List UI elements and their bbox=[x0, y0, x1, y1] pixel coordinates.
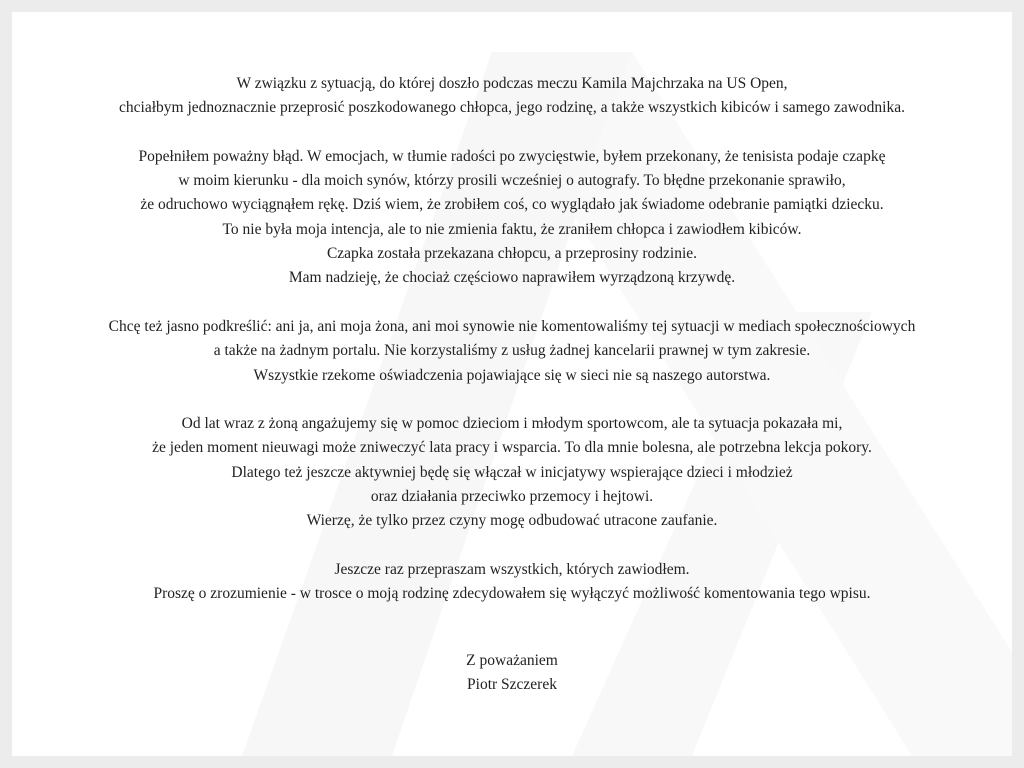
statement-page bbox=[12, 12, 1012, 756]
text-line: Wszystkie rzekome oświadczenia pojawiające się w sieci nie są naszego autorstwa. bbox=[253, 366, 771, 384]
text-line: Chcę też jasno podkreślić: ani ja, ani moja żona, ani moi synowie nie komentowaliśmy tej sytuacji w mediach społecznościowych bbox=[108, 317, 916, 335]
text-line: Od lat wraz z żoną angażujemy się w pomoc dzieciom i młodym sportowcom, ale ta sytuacja pokazała mi, bbox=[181, 415, 843, 433]
text-line: Wierzę, że tylko przez czyny mogę odbudować utracone zaufanie. bbox=[306, 512, 718, 530]
paragraph bbox=[12, 412, 1012, 533]
text-line: To nie była moja intencja, ale to nie zmienia faktu, że zraniłem chłopca i zawiodłem kibiców. bbox=[222, 220, 802, 238]
text-line: W związku z sytuacją, do której doszło podczas meczu Kamila Majchrzaka na US Open, bbox=[236, 75, 788, 92]
signature bbox=[12, 649, 1012, 698]
text-line: że jeden moment nieuwagi może zniweczyć lata pracy i wsparcia. To dla mnie bolesna, ale potrzebna lekcja pokory. bbox=[152, 439, 872, 457]
text-line: Jeszcze raz przepraszam wszystkich, których zawiodłem. bbox=[334, 560, 690, 578]
text-line: w moim kierunku - dla moich synów, którzy prosili wcześniej o autografy. To błędne przekonanie sprawiło, bbox=[178, 172, 846, 190]
paragraph bbox=[12, 558, 1012, 607]
author-name: Piotr Szczerek bbox=[467, 675, 557, 693]
paragraph bbox=[12, 145, 1012, 291]
paragraph bbox=[12, 315, 1012, 388]
text-line: Popełniłem poważny błąd. W emocjach, w tłumie radości po zwycięstwie, byłem przekonany, że tenisista podaje czapkę bbox=[138, 147, 886, 165]
text-line: Czapka została przekazana chłopcu, a przeprosiny rodzinie. bbox=[326, 245, 698, 263]
paragraph bbox=[12, 72, 1012, 121]
text-line: Dlatego też jeszcze aktywniej będę się włączał w inicjatywy wspierające dzieci i młodzież bbox=[231, 463, 793, 481]
closing: Z poważaniem bbox=[466, 651, 558, 669]
statement-text bbox=[12, 72, 1012, 697]
text-line: że odruchowo wyciągnąłem rękę. Dziś wiem, że zrobiłem coś, co wyglądało jak świadome odebranie pamiątki dziecku. bbox=[140, 196, 884, 214]
text-line: a także na żadnym portalu. Nie korzystaliśmy z usług żadnej kancelarii prawnej w tym zakresie. bbox=[213, 342, 811, 360]
text-line: Mam nadzieję, że chociaż częściowo naprawiłem wyrządzoną krzywdę. bbox=[288, 269, 736, 287]
text-line: chciałbym jednoznacznie przeprosić poszkodowanego chłopca, jego rodzinę, a także wszystkich kibiców i samego zawodnika. bbox=[119, 99, 905, 117]
text-line: Proszę o zrozumienie - w trosce o moją rodzinę zdecydowałem się wyłączyć możliwość komentowania tego wpisu. bbox=[153, 585, 871, 603]
text-line: oraz działania przeciwko przemocy i hejtowi. bbox=[370, 488, 654, 506]
